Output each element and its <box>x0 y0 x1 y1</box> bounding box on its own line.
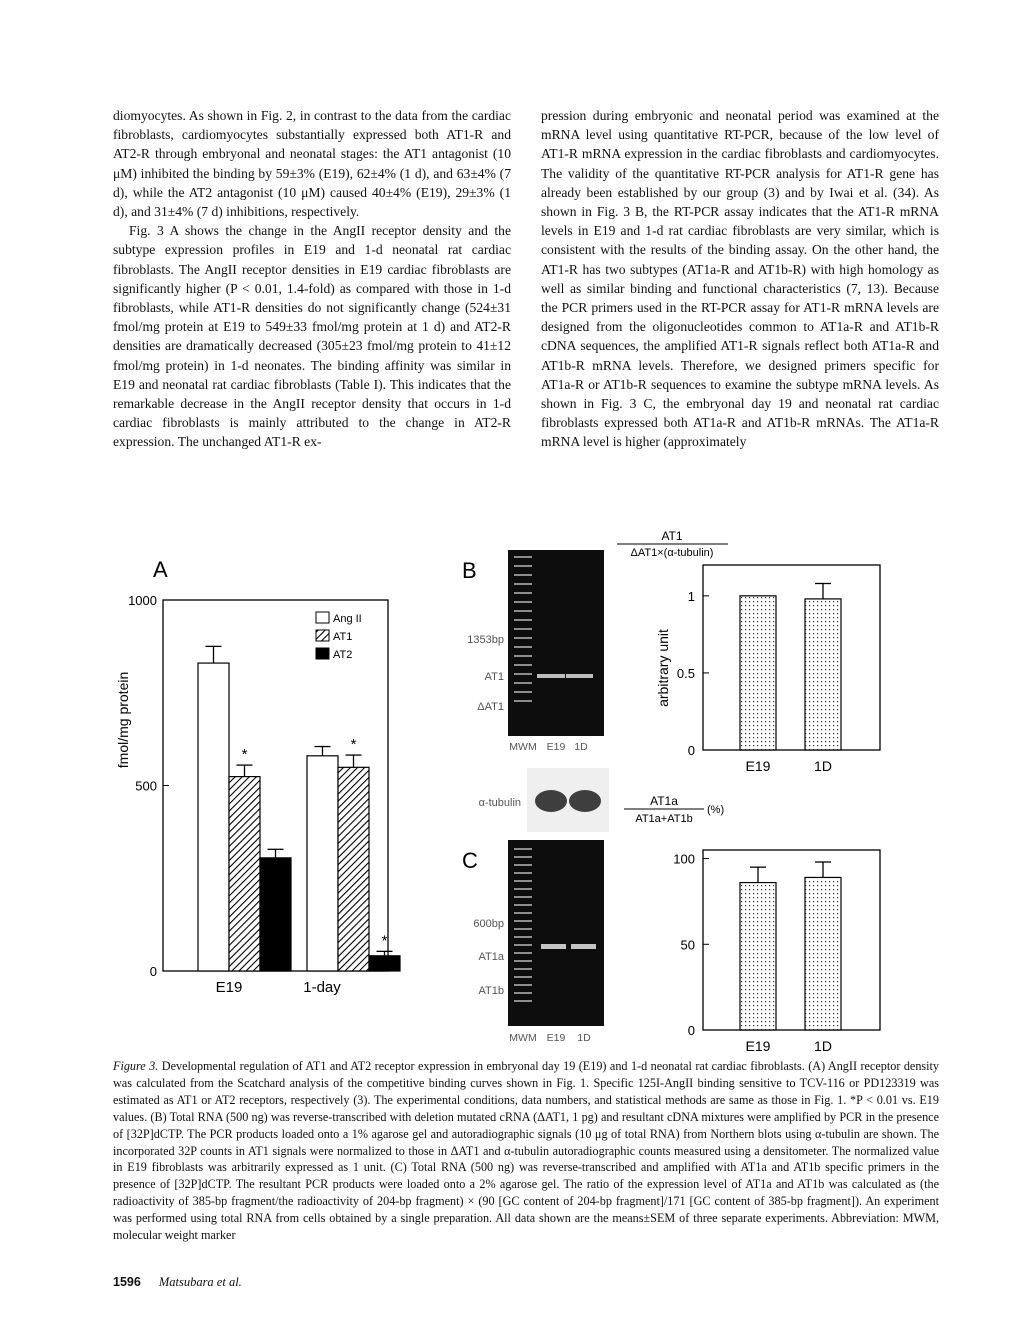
ladder-band <box>514 920 532 922</box>
bar-ang-ii <box>307 756 338 971</box>
y-tick-label: 50 <box>680 937 695 953</box>
lane-label: MWM <box>509 1032 537 1044</box>
axes <box>128 593 388 979</box>
ladder-band <box>514 904 532 906</box>
bar <box>805 599 841 750</box>
northern-blot <box>527 768 609 832</box>
ladder-band <box>514 592 532 594</box>
x-tick-label: E19 <box>745 1038 771 1054</box>
gel-band <box>566 674 593 678</box>
ladder-band <box>514 928 532 930</box>
y-tick-label: 0 <box>149 964 157 979</box>
ladder-band <box>514 682 532 684</box>
caption-label: Figure 3. <box>113 1059 159 1073</box>
ladder-band <box>514 601 532 603</box>
chart-title-numerator: AT1 <box>661 529 683 543</box>
y-axis-label: fmol/mg protein <box>115 671 131 769</box>
left-text-column <box>113 106 511 452</box>
ladder-bands <box>514 848 532 1002</box>
y-tick-label: 0 <box>687 743 695 758</box>
ladder-band <box>514 565 532 567</box>
significance-star: * <box>350 736 357 754</box>
page-number: 1596 <box>113 1275 141 1289</box>
marker-label: 1353bp <box>467 634 504 646</box>
panel-c-gel <box>462 840 604 1044</box>
plot-frame <box>703 850 880 1030</box>
ladder-band <box>514 976 532 978</box>
ladder-band <box>514 664 532 666</box>
panel-label: A <box>153 557 168 582</box>
marker-label: AT1 <box>484 671 504 683</box>
ladder-band <box>514 864 532 866</box>
gel-band <box>537 674 565 678</box>
blot-signal <box>535 790 567 812</box>
marker-label: AT1b <box>478 985 504 997</box>
x-tick-label: 1-day <box>303 979 341 996</box>
blot-signal <box>569 790 601 812</box>
y-tick-label: 500 <box>135 778 157 794</box>
ladder-bands <box>514 556 532 702</box>
gel-band <box>571 944 596 949</box>
ladder-band <box>514 637 532 639</box>
ladder-band <box>514 628 532 630</box>
panel-label: B <box>462 558 477 583</box>
paragraph: pression during embryonic and neonatal period was examined at the mRNA level using quantitative RT-PCR, because of the low level of AT1-R mRNA expression in the cardiac fibroblasts and cardiomyocytes. The validity of the quantitative RT-PCR analysis for AT1-R gene has already been established by our group (3) and by Iwai et al. (34). As shown in Fig. 3 B, the RT-PCR assay indicates that the AT1-R mRNA levels in E19 and 1-d rat cardiac fibroblasts are very similar, which is consistent with the results of the binding assay. On the other hand, the AT1-R has two subtypes (AT1a-R and AT1b-R) with high homology as well as similar binding and functional characteristics (7, 13). Because the PCR primers used in the RT-PCR assay for AT1-R mRNA levels are designed from the oligonucleotides common to AT1a-R and AT1b-R cDNA sequences, the amplified AT1-R signals reflect both AT1a-R and AT1b-R mRNA levels. Therefore, we designed primers specific for AT1a-R or AT1b-R sequences to examine the subtype mRNA levels. As shown in Fig. 3 C, the embryonal day 19 and neonatal rat cardiac fibroblasts expressed both AT1a-R and AT1b-R mRNAs. The AT1a-R mRNA level is higher (approximately <box>541 108 939 450</box>
significance-star: * <box>381 932 388 950</box>
ladder-band <box>514 610 532 612</box>
lane-label: 1D <box>577 1032 591 1044</box>
panel-b-chart <box>617 529 880 774</box>
legend-swatch <box>316 630 329 641</box>
x-tick-label: 1D <box>814 758 832 774</box>
ladder-band <box>514 700 532 702</box>
ladder-band <box>514 992 532 994</box>
bar-at1 <box>338 767 369 971</box>
bar-at1 <box>229 777 260 971</box>
bar <box>740 596 776 750</box>
ladder-band <box>514 936 532 938</box>
bar <box>740 883 776 1030</box>
bars <box>740 584 841 775</box>
ladder-band <box>514 646 532 648</box>
ladder-band <box>514 655 532 657</box>
ladder-band <box>514 968 532 970</box>
ladder-band <box>514 960 532 962</box>
lane-label: E19 <box>546 1032 566 1044</box>
ladder-band <box>514 856 532 858</box>
ladder-band <box>514 691 532 693</box>
ladder-band <box>514 673 532 675</box>
panel-c-chart <box>624 794 880 1054</box>
tubulin-label: α-tubulin <box>478 797 521 809</box>
y-tick-label: 1000 <box>128 593 157 608</box>
x-tick-label: 1D <box>814 1038 832 1054</box>
ladder-band <box>514 896 532 898</box>
gel-image <box>508 840 604 1026</box>
y-tick-label: 0 <box>687 1023 695 1038</box>
bars <box>198 646 400 971</box>
ladder-band <box>514 952 532 954</box>
gel-band <box>541 944 566 949</box>
plot-frame <box>163 600 388 971</box>
running-authors: Matsubara et al. <box>158 1275 242 1289</box>
bar-at2 <box>260 858 291 971</box>
ladder-band <box>514 888 532 890</box>
y-tick-label: 0.5 <box>676 665 695 681</box>
ladder-band <box>514 848 532 850</box>
caption-text: Developmental regulation of AT1 and AT2 receptor expression in embryonal day 19 (E19) and 1-d neonatal rat cardiac fibroblasts. (A) AngII receptor density was calculated from the Scatchard analysis of the competitive binding curves shown in Fig. 1. Specific 125I-AngII binding sensitive to TCV-116 or PD123319 was estimated as AT1 or AT2 receptors, respectively (3). The experimental conditions, data numbers, and statistical methods are same as those in Fig. 1. *P < 0.01 vs. E19 values. (B) Total RNA (500 ng) was reverse-transcribed with deletion mutated cRNA (ΔAT1, 1 pg) and resultant cDNA mixtures were amplified by PCR in the presence of [32P]dCTP. The PCR products loaded onto a 1% agarose gel and autoradiographic signals (10 μg of total RNA) from Northern blots using α-tubulin are shown. The incorporated 32P counts in AT1 signals were normalized to those in ΔAT1 and α-tubulin autoradiographic counts measured using a densitometer. The normalized value in E19 fibroblasts was arbitrarily expressed as 1 unit. (C) Total RNA (500 ng) was reverse-transcribed and amplified with AT1a and AT1b specific primers in the presence of [32P]dCTP. The resultant PCR products were loaded onto a 2% agarose gel. The ratio of the expression level of AT1a and AT1b was calculated as (the radioactivity of 385-bp fragment/the radioactivity of 204-bp fragment) × (90 [GC content of 204-bp fragment]/171 [GC content of 385-bp fragment]). An experiment was performed using total RNA from cells obtained by a single preparation. All data shown are the means±SEM of three separate experiments. Abbreviation: MWM, molecular weight marker <box>113 1059 940 1243</box>
bar-ang-ii <box>198 663 229 971</box>
ladder-band <box>514 984 532 986</box>
chart-title-numerator: AT1a <box>650 794 678 808</box>
legend-label: AT2 <box>333 649 353 661</box>
marker-label: AT1a <box>478 951 504 963</box>
ladder-band <box>514 574 532 576</box>
marker-label: ΔAT1 <box>477 701 504 713</box>
ladder-band <box>514 583 532 585</box>
ladder-band <box>514 912 532 914</box>
legend-swatch <box>316 612 329 623</box>
legend-swatch <box>316 648 329 659</box>
axes <box>677 565 880 758</box>
y-axis-label: arbitrary unit <box>655 629 671 707</box>
chart-title-denominator: ΔAT1×(α-tubulin) <box>630 547 714 559</box>
ladder-band <box>514 619 532 621</box>
y-tick-label: 100 <box>673 851 695 867</box>
panel-label: C <box>462 848 478 873</box>
ladder-band <box>514 872 532 874</box>
y-tick-label: 1 <box>687 588 695 604</box>
legend <box>316 612 362 661</box>
ladder-band <box>514 944 532 946</box>
bar <box>805 877 841 1030</box>
legend-label: AT1 <box>333 631 353 643</box>
lane-label: MWM <box>509 741 537 753</box>
paragraph: diomyocytes. As shown in Fig. 2, in contrast to the data from the cardiac fibroblasts, cardiomyocytes substantially expressed both AT1-R and AT2-R through embryonal and neonatal stages: the AT1 antagonist (10 μM) inhibited the binding by 59±3% (E19), 62±4% (1 d), and 63±4% (7 d), while the AT2 antagonist (10 μM) caused 40±4% (E19), 29±3% (1 d), and 31±4% (7 d) inhibitions, respectively. <box>113 108 511 220</box>
gel-image <box>508 550 604 736</box>
plot-frame <box>703 565 880 750</box>
figure-caption <box>113 1058 939 1244</box>
panel-a-chart <box>115 557 400 996</box>
significance-star: * <box>241 746 248 764</box>
lane-label: E19 <box>546 741 566 753</box>
x-tick-label: E19 <box>745 758 771 774</box>
chart-unit: (%) <box>707 804 725 816</box>
legend-label: Ang II <box>333 613 362 625</box>
chart-title-denominator: AT1a+AT1b <box>635 813 693 825</box>
ladder-band <box>514 556 532 558</box>
x-tick-label: E19 <box>215 979 243 996</box>
axes <box>673 850 880 1038</box>
right-text-column <box>541 106 939 452</box>
panel-b-gel <box>462 550 609 832</box>
paragraph: Fig. 3 A shows the change in the AngII receptor density and the subtype expression profiles in E19 and 1-d neonatal rat cardiac fibroblasts. The AngII receptor densities in E19 cardiac fibroblasts are significantly higher (P < 0.01, 1.4-fold) as compared with those in 1-d fibroblasts, while AT1-R densities do not significantly change (524±31 fmol/mg protein at E19 to 549±33 fmol/mg protein at 1 d) and AT2-R densities are dramatically decreased (305±23 fmol/mg protein to 41±12 fmol/mg protein) in 1-d neonates. The binding affinity was similar in E19 and neonatal rat cardiac fibroblasts (Table I). This indicates that the remarkable decrease in the AngII receptor density that occurs in 1-d cardiac fibroblasts is mainly attributed to the change in AT2-R expression. The unchanged AT1-R ex- <box>113 223 511 450</box>
ladder-band <box>514 880 532 882</box>
lane-label: 1D <box>574 741 588 753</box>
page-footer <box>113 1275 242 1290</box>
ladder-band <box>514 1000 532 1002</box>
bars <box>740 862 841 1054</box>
marker-label: 600bp <box>473 918 504 930</box>
bar-at2 <box>369 956 400 971</box>
